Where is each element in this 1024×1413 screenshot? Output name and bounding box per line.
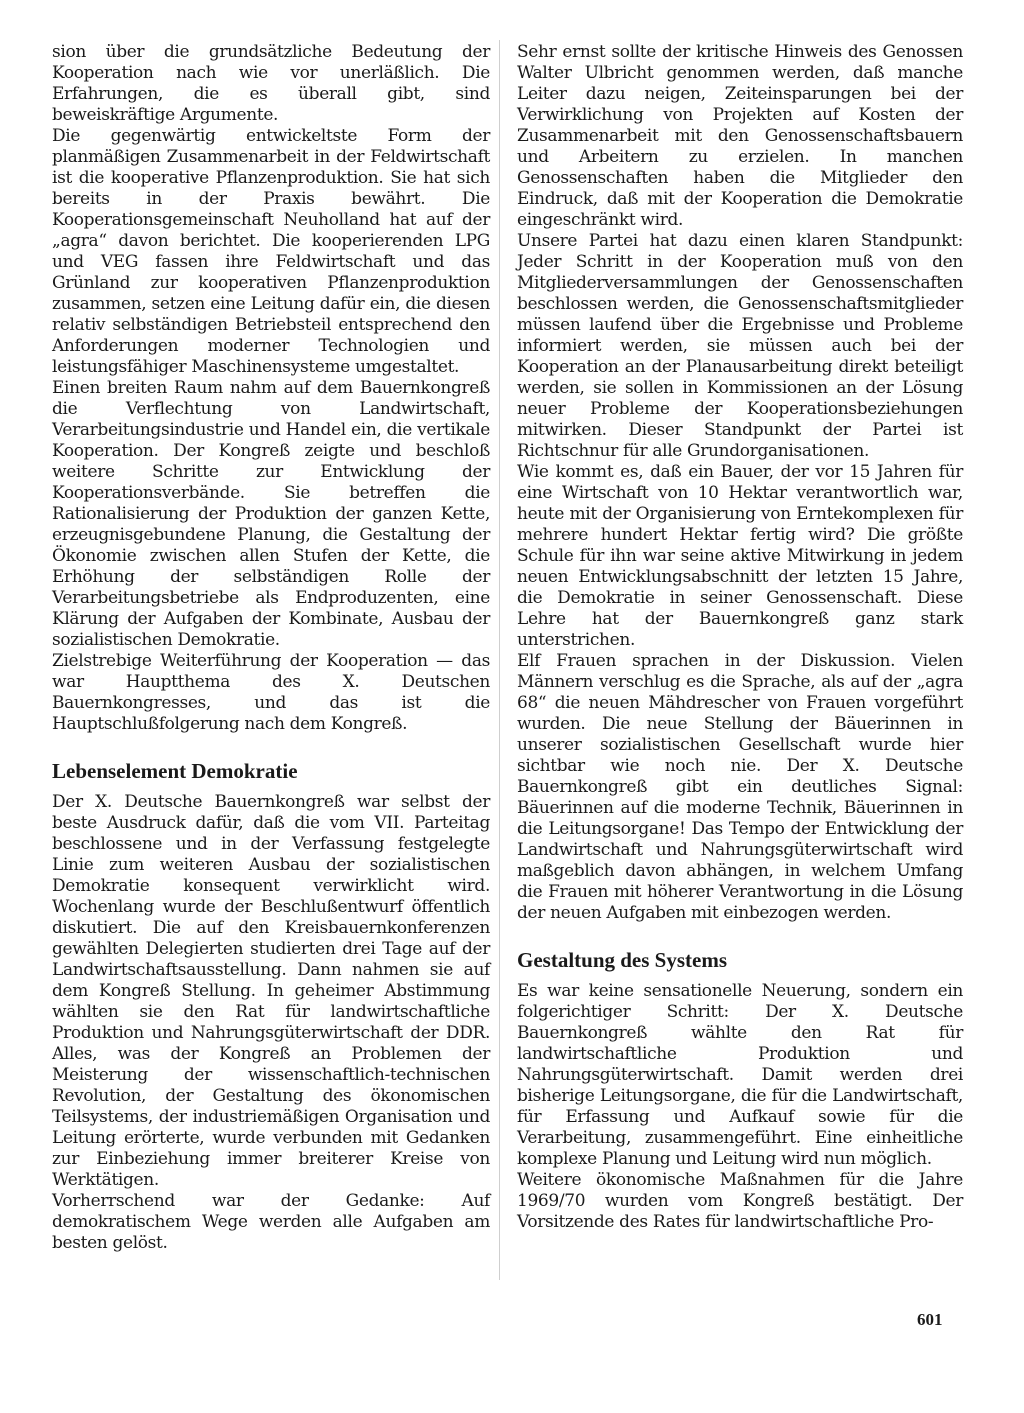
paragraph: Es war keine sensationelle Neuerung, sondern ein folgerichtiger Schritt: Der X. Deutsche Bauernkongreß wählte den Rat für landwirtschaftliche Produktion und Nahrungsgüterwirtschaft. Damit werden drei bisherige Leitungsorgane, die für die Landwirtschaft, für Erfassung und Aufkauf sowie für die Verarbeitung, zusammengeführt. Eine einheitliche komplexe Planung und Leitung wird nun möglich. xyxy=(517,981,963,1169)
paragraph: Sehr ernst sollte der kritische Hinweis des Genossen Walter Ulbricht genommen werden, daß manche Leiter dazu neigen, Zeiteinsparungen bei der Verwirklichung von Projekten auf Kosten der Zusammenarbeit mit den Genossenschaftsbauern und Arbeitern zu erzielen. In manchen Genossenschaften haben die Mitglieder den Eindruck, daß mit der Kooperation die Demokratie eingeschränkt wird. xyxy=(517,42,963,230)
paragraph: Der X. Deutsche Bauernkongreß war selbst der beste Ausdruck dafür, daß die vom VII. Parteitag beschlossene und in der Verfassung festgelegte Linie zum weiteren Ausbau der sozialistischen Demokratie konsequent verwirklicht wird. Wochenlang wurde der Beschlußentwurf öffentlich diskutiert. Die auf den Kreisbauernkonferenzen gewählten Delegierten studierten drei Tage auf der Landwirtschaftsausstellung. Dann nahmen sie auf dem Kongreß Stellung. In geheimer Abstimmung wählten sie den Rat für landwirtschaftliche Produktion und Nahrungsgüterwirtschaft der DDR. Alles, was der Kongreß an Problemen der Meisterung der wissenschaftlich-technischen Revolution, der Gestaltung des ökonomischen Teilsystems, der industriemäßigen Organisation und Leitung erörterte, wurde verbunden mit Gedanken zur Einbeziehung immer breiterer Kreise von Werktätigen. xyxy=(52,792,490,1190)
paragraph: Zielstrebige Weiterführung der Kooperation — das war Hauptthema des X. Deutschen Bauernkongresses, und das ist die Hauptschlußfolgerung nach dem Kongreß. xyxy=(52,651,490,734)
column-divider xyxy=(499,40,500,1280)
right-column xyxy=(517,42,963,1233)
paragraph: Weitere ökonomische Maßnahmen für die Jahre 1969/70 wurden vom Kongreß bestätigt. Der Vorsitzende des Rates für landwirtschaftliche Pro- xyxy=(517,1170,963,1232)
paragraph: Die gegenwärtig entwickeltste Form der planmäßigen Zusammenarbeit in der Feldwirtschaft ist die kooperative Pflanzenproduktion. Sie hat sich bereits in der Praxis bewährt. Die Kooperationsgemeinschaft Neuholland hat auf der „agra“ davon berichtet. Die kooperierenden LPG und VEG fassen ihre Feldwirtschaft und das Grünland zur kooperativen Pflanzenproduktion zusammen, setzen eine Leitung dafür ein, die diesen relativ selbständigen Betriebsteil entsprechend den Anforderungen moderner Technologien und leistungsfähiger Maschinensysteme umgestaltet. xyxy=(52,126,490,377)
section-heading: Gestaltung des Systems xyxy=(517,948,728,972)
paragraph: Elf Frauen sprachen in der Diskussion. Vielen Männern verschlug es die Sprache, als auf der „agra 68“ die neuen Mähdrescher von Frauen vorgeführt wurden. Die neue Stellung der Bäuerinnen in unserer sozialistischen Gesellschaft wurde hier sichtbar wie noch nie. Der X. Deutsche Bauernkongreß gibt ein deutliches Signal: Bäuerinnen auf die moderne Technik, Bäuerinnen in die Leitungsorgane! Das Tempo der Entwicklung der Landwirtschaft und Nahrungsgüterwirtschaft wird maßgeblich davon abhängen, in welchem Umfang die Frauen mit höherer Verantwortung in die Lösung der neuen Aufgaben mit einbezogen werden. xyxy=(517,651,963,923)
section-heading: Lebenselement Demokratie xyxy=(52,759,298,783)
left-column xyxy=(52,42,490,1254)
page-number: 601 xyxy=(917,1310,943,1329)
paragraph: sion über die grundsätzliche Bedeutung der Kooperation nach wie vor unerläßlich. Die Erfahrungen, die es überall gibt, sind beweiskräftige Argumente. xyxy=(52,42,490,125)
paragraph: Unsere Partei hat dazu einen klaren Standpunkt: Jeder Schritt in der Kooperation muß von den Mitgliederversammlungen der Genossenschaften beschlossen werden, die Genossenschaftsmitglieder müssen laufend über die Ergebnisse und Probleme informiert werden, sie müssen auch bei der Kooperation an der Planausarbeitung direkt beteiligt werden, sie sollen in Kommissionen an der Lösung neuer Probleme der Kooperationsbeziehungen mitwirken. Dieser Standpunkt der Partei ist Richtschnur für alle Grundorganisationen. xyxy=(517,231,963,461)
paragraph: Vorherrschend war der Gedanke: Auf demokratischem Wege werden alle Aufgaben am besten gelöst. xyxy=(52,1191,490,1253)
paragraph: Wie kommt es, daß ein Bauer, der vor 15 Jahren für eine Wirtschaft von 10 Hektar verantwortlich war, heute mit der Organisierung von Erntekomplexen für mehrere hundert Hektar fertig wird? Die größte Schule für ihn war seine aktive Mitwirkung in jedem neuen Entwicklungsabschnitt der letzten 15 Jahre, die Demokratie in seiner Genossenschaft. Diese Lehre hat der Bauernkongreß ganz stark unterstrichen. xyxy=(517,462,963,650)
paragraph: Einen breiten Raum nahm auf dem Bauernkongreß die Verflechtung von Landwirtschaft, Verarbeitungsindustrie und Handel ein, die vertikale Kooperation. Der Kongreß zeigte und beschloß weitere Schritte zur Entwicklung der Kooperationsverbände. Sie betreffen die Rationalisierung der Produktion der ganzen Kette, erzeugnisgebundene Planung, die Gestaltung der Ökonomie zwischen allen Stufen der Kette, die Erhöhung der selbständigen Rolle der Verarbeitungsbetriebe als Endproduzenten, eine Klärung der Aufgaben der Kombinate, Ausbau der sozialistischen Demokratie. xyxy=(52,378,490,650)
